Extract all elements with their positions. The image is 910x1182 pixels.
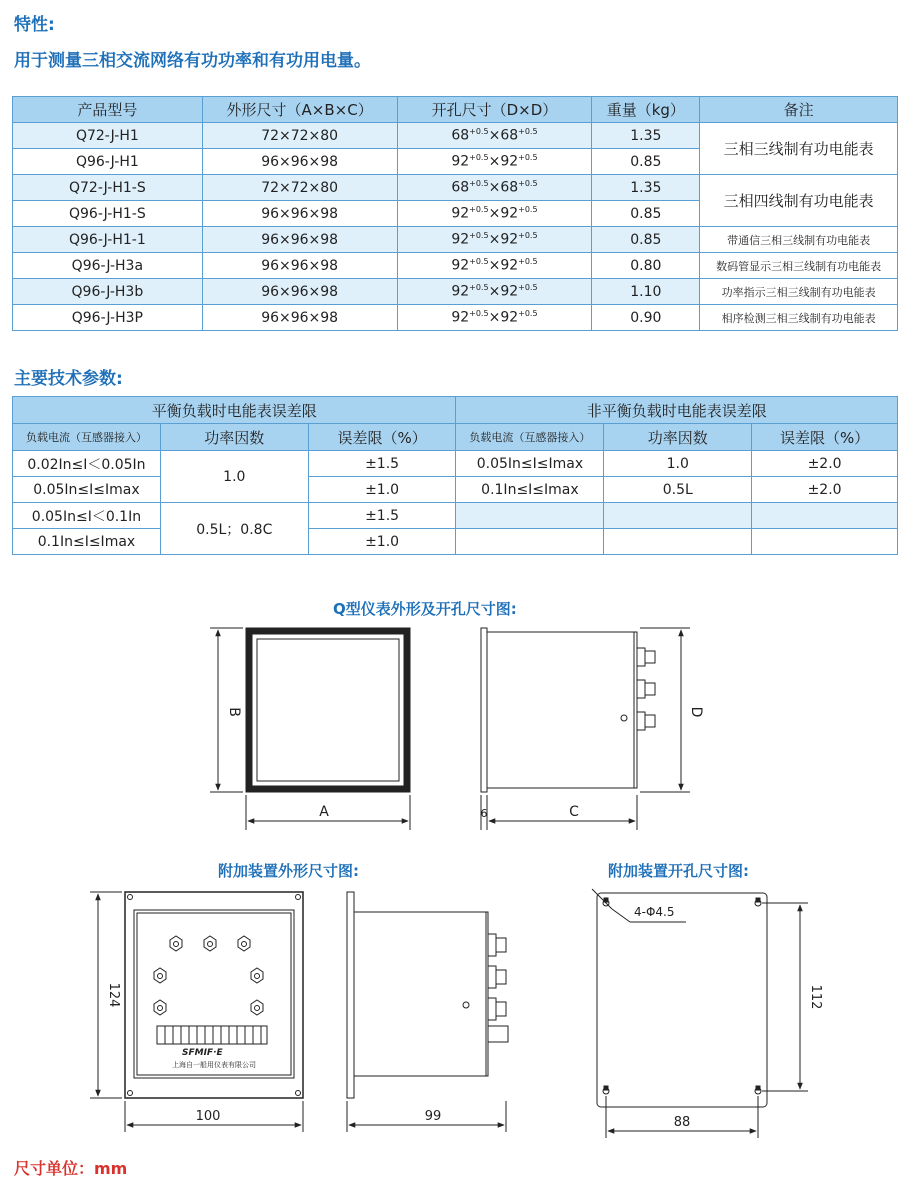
outline-cell: 96×96×98 [202,149,397,175]
weight-cell: 0.85 [592,149,700,175]
q-front-view [210,628,410,830]
model-cell: Q96-J-H1-1 [13,227,203,253]
outline-cell: 96×96×98 [202,201,397,227]
current-cell: 0.05In≤I＜0.1In [13,503,161,529]
outline-cell: 72×72×80 [202,123,397,149]
dim-124-label: 124 [106,982,121,1008]
remark-cell: 相序检测三相三线制有功电能表 [700,305,898,331]
dim-six-label: 6 [480,807,488,820]
error-cell: ±2.0 [752,451,898,477]
features-title: 特性: [14,15,55,35]
weight-cell: 0.85 [592,201,700,227]
cutout-cell: $92^{+0.5}\times 92^{+0.5}$ [397,253,592,279]
model-cell: Q96-J-H1-S [13,201,203,227]
unit-note: 尺寸单位：mm [14,1159,128,1178]
outline-cell: 96×96×98 [202,227,397,253]
remark-cell: 功率指示三相三线制有功电能表 [700,279,898,305]
outline-cell: 96×96×98 [202,279,397,305]
cutout-cell: $68^{+0.5}\times 68^{+0.5}$ [397,123,592,149]
col-current: 负载电流（互感器接入） [456,424,604,451]
balanced-title: 平衡负载时电能表误差限 [13,397,456,424]
q-drawing-title: Q型仪表外形及开孔尺寸图: [333,600,517,618]
error-cell: ±2.0 [752,477,898,503]
attach-outline-title: 附加装置外形尺寸图: [218,862,359,880]
header-weight: 重量（kg） [592,97,700,123]
company-name: 上海自一船用仪表有限公司 [172,1061,256,1069]
col-pf: 功率因数 [160,424,308,451]
cutout-cell: $68^{+0.5}\times 68^{+0.5}$ [397,175,592,201]
header-cutout: 开孔尺寸（D×D） [397,97,592,123]
model-cell: Q72-J-H1-S [13,175,203,201]
dim-d-label: D [688,706,704,718]
weight-cell: 1.35 [592,123,700,149]
features-description: 用于测量三相交流网络有功功率和有功用电量。 [14,51,371,71]
dim-c-label: C [569,804,579,820]
error-cell: ±1.0 [308,477,456,503]
weight-cell: 1.10 [592,279,700,305]
dim-88-label: 88 [673,1115,691,1130]
current-cell: 0.02In≤I＜0.05In [13,451,161,477]
pf-cell: 1.0 [604,451,752,477]
model-cell: Q96-J-H3b [13,279,203,305]
dim-b-label: B [226,707,242,717]
model-cell: Q96-J-H1 [13,149,203,175]
cutout-cell: $92^{+0.5}\times 92^{+0.5}$ [397,279,592,305]
cutout-cell: $92^{+0.5}\times 92^{+0.5}$ [397,149,592,175]
pf-cell: 0.5L [604,477,752,503]
current-cell: 0.1In≤I≤Imax [13,529,161,555]
dim-112-label: 112 [808,984,823,1010]
weight-cell: 0.90 [592,305,700,331]
error-cell: ±1.0 [308,529,456,555]
error-cell: ±1.5 [308,451,456,477]
attach-cutout-title: 附加装置开孔尺寸图: [608,862,749,880]
dim-100-label: 100 [195,1109,221,1124]
outline-cell: 96×96×98 [202,305,397,331]
remark-cell: 带通信三相三线制有功电能表 [700,227,898,253]
cutout-cell: $92^{+0.5}\times 92^{+0.5}$ [397,227,592,253]
tech-title: 主要技术参数: [14,369,123,389]
header-remark: 备注 [700,97,898,123]
pf-cell: 0.5L；0.8C [160,503,308,555]
attach-front-view [90,892,303,1132]
cutout-cell: $92^{+0.5}\times 92^{+0.5}$ [397,305,592,331]
attach-cutout-view [592,889,808,1138]
attach-side-view [347,892,508,1132]
brand-logo: SFMIF·E [182,1048,223,1058]
remark-cell: 数码管显示三相三线制有功电能表 [700,253,898,279]
col-current: 负载电流（互感器接入） [13,424,161,451]
outline-cell: 72×72×80 [202,175,397,201]
current-cell: 0.05In≤I≤Imax [13,477,161,503]
dim-a-label: A [319,804,329,820]
current-cell: 0.1In≤I≤Imax [456,477,604,503]
model-cell: Q72-J-H1 [13,123,203,149]
unbalanced-title: 非平衡负载时电能表误差限 [456,397,898,424]
current-cell: 0.05In≤I≤Imax [456,451,604,477]
holes-label: 4-Φ4.5 [634,905,675,919]
model-cell: Q96-J-H3a [13,253,203,279]
error-cell: ±1.5 [308,503,456,529]
outline-cell: 96×96×98 [202,253,397,279]
col-err: 误差限（%） [308,424,456,451]
model-cell: Q96-J-H3P [13,305,203,331]
q-side-view [481,628,690,830]
pf-cell: 1.0 [160,451,308,503]
col-pf: 功率因数 [604,424,752,451]
header-outline: 外形尺寸（A×B×C） [202,97,397,123]
header-model: 产品型号 [13,97,203,123]
weight-cell: 0.80 [592,253,700,279]
col-err: 误差限（%） [752,424,898,451]
remark-cell: 三相四线制有功电能表 [700,175,898,227]
weight-cell: 1.35 [592,175,700,201]
remark-cell: 三相三线制有功电能表 [700,123,898,175]
cutout-cell: $92^{+0.5}\times 92^{+0.5}$ [397,201,592,227]
dim-99-label: 99 [424,1109,442,1124]
weight-cell: 0.85 [592,227,700,253]
